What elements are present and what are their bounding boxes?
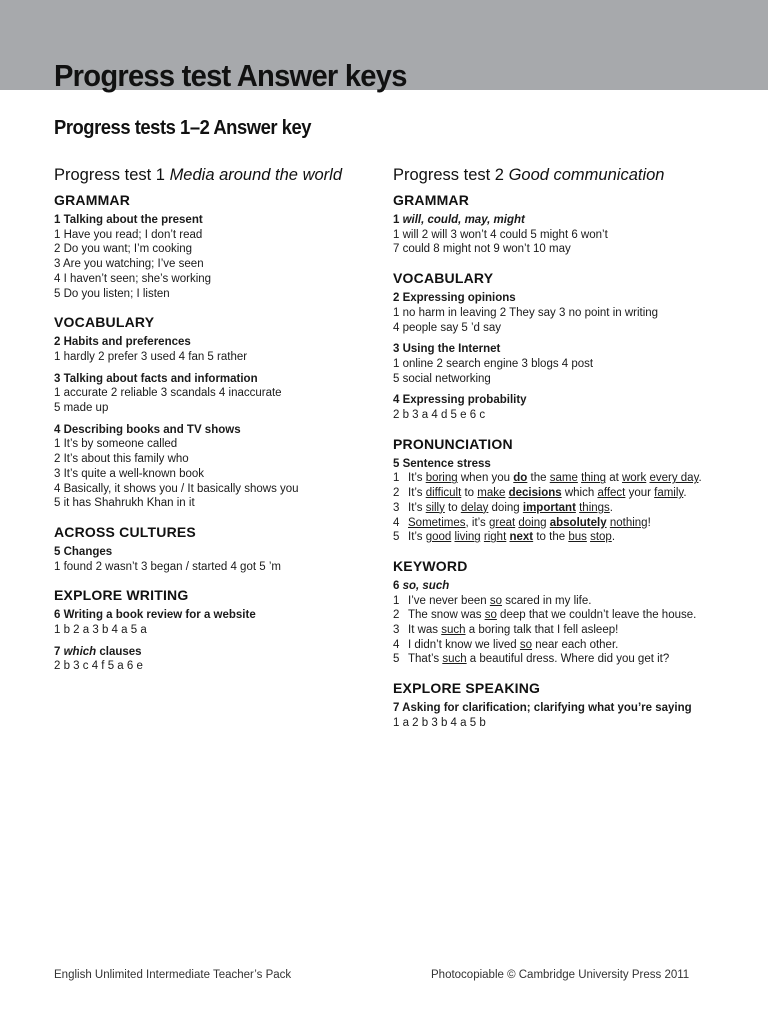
answer-line: 1 found 2 wasn’t 3 began / started 4 got 5 ’m bbox=[54, 560, 281, 573]
item-text: to bbox=[444, 501, 461, 514]
stressed-word: living bbox=[454, 531, 481, 544]
item-text: It’s bbox=[408, 487, 426, 500]
right-ex1-title bbox=[393, 213, 723, 228]
item-number: 4 bbox=[393, 638, 400, 651]
answer-line: 7 could 8 might not 9 won’t 10 may bbox=[393, 243, 571, 256]
stressed-word: so bbox=[519, 638, 533, 651]
stressed-word: things bbox=[579, 501, 610, 514]
left-writing-heading: EXPLORE WRITING bbox=[54, 587, 189, 604]
stressed-word: work bbox=[621, 472, 647, 485]
item-number: 1 bbox=[393, 472, 400, 485]
item-number: 5 bbox=[393, 653, 400, 666]
item-text: It’s bbox=[408, 531, 426, 544]
answer-line: 1 It’s by someone called bbox=[54, 438, 178, 451]
stressed-word: difficult bbox=[425, 487, 462, 500]
left-column bbox=[54, 167, 354, 674]
left-ex1-title: 1 Talking about the present bbox=[54, 214, 203, 226]
left-ex4-title: 4 Describing books and TV shows bbox=[54, 423, 241, 436]
answer-line: 2 b 3 c 4 f 5 a 6 e bbox=[54, 660, 143, 673]
ex7-number: 7 bbox=[54, 645, 64, 658]
stressed-word: stop bbox=[590, 531, 612, 544]
pronunciation-list bbox=[393, 471, 723, 545]
ex1-keywords: will, could, may, might bbox=[402, 214, 525, 226]
ex7-rest: clauses bbox=[96, 645, 142, 658]
stressed-word: important bbox=[522, 501, 576, 514]
stressed-word: boring bbox=[425, 472, 458, 485]
ex6-keywords: so, such bbox=[402, 579, 450, 592]
list-item bbox=[393, 594, 723, 609]
left-ex3-title: 3 Talking about facts and information bbox=[54, 372, 258, 385]
stressed-word: next bbox=[509, 531, 534, 544]
answer-line: 5 made up bbox=[54, 402, 109, 415]
item-text: That’s bbox=[408, 653, 443, 666]
right-vocabulary-heading: VOCABULARY bbox=[393, 270, 494, 287]
stressed-word: bus bbox=[568, 531, 587, 544]
answer-line: 1 b 2 a 3 b 4 a 5 a bbox=[54, 624, 147, 637]
item-text: , it’s bbox=[465, 516, 489, 529]
item-text: deep that we couldn’t leave the house. bbox=[496, 609, 697, 622]
stressed-word: do bbox=[513, 472, 528, 485]
answer-line: 5 it has Shahrukh Khan in it bbox=[54, 497, 195, 510]
ex6-number: 6 bbox=[393, 579, 403, 592]
answer-line: 1 hardly 2 prefer 3 used 4 fan 5 rather bbox=[54, 350, 248, 363]
item-number: 2 bbox=[393, 487, 400, 500]
item-text: The snow was bbox=[408, 609, 485, 622]
stressed-word: family bbox=[654, 487, 684, 500]
stressed-word: great bbox=[488, 516, 516, 529]
answer-line: 2 b 3 a 4 d 5 e 6 c bbox=[393, 409, 486, 422]
left-ex1-answers bbox=[54, 228, 354, 302]
item-text: to bbox=[461, 487, 478, 500]
answer-line: 1 no harm in leaving 2 They say 3 no point in writing bbox=[393, 306, 659, 319]
item-text: . bbox=[683, 487, 687, 500]
stressed-word: Sometimes bbox=[408, 516, 466, 529]
stressed-word: good bbox=[425, 531, 452, 544]
stressed-word: same bbox=[549, 472, 578, 485]
answer-line: 4 Basically, it shows you / It basically shows you bbox=[54, 482, 299, 495]
right-pronunciation-heading: PRONUNCIATION bbox=[393, 435, 513, 452]
answer-line: 4 I haven’t seen; she’s working bbox=[54, 272, 212, 285]
stressed-word: doing bbox=[518, 516, 547, 529]
test-2-prefix: Progress test 2 bbox=[393, 166, 509, 184]
page-title: Progress test Answer keys bbox=[54, 58, 407, 93]
test-1-name: Media around the world bbox=[169, 166, 342, 184]
item-text: when you bbox=[457, 472, 514, 485]
item-text: the bbox=[527, 472, 550, 485]
test-2-title bbox=[393, 167, 723, 184]
item-text: I’ve never been bbox=[408, 594, 490, 607]
answer-line: 5 Do you listen; I listen bbox=[54, 287, 170, 300]
left-ex6-title: 6 Writing a book review for a website bbox=[54, 609, 256, 622]
list-item bbox=[393, 486, 723, 501]
item-text: . bbox=[698, 472, 702, 485]
answer-line: 3 It’s quite a well-known book bbox=[54, 467, 205, 480]
item-text: . bbox=[609, 501, 613, 514]
answer-line: 2 Do you want; I’m cooking bbox=[54, 243, 193, 256]
stressed-word: decisions bbox=[508, 487, 562, 500]
left-grammar-heading: GRAMMAR bbox=[54, 192, 131, 208]
test-1-prefix: Progress test 1 bbox=[54, 166, 170, 184]
stressed-word: thing bbox=[581, 472, 606, 485]
list-item bbox=[393, 501, 723, 516]
test-1-title bbox=[54, 167, 354, 184]
ex1-number: 1 bbox=[393, 214, 403, 226]
item-number: 5 bbox=[393, 531, 400, 544]
stressed-word: nothing bbox=[609, 516, 648, 529]
list-item bbox=[393, 516, 723, 531]
answer-line: 3 Are you watching; I’ve seen bbox=[54, 258, 204, 271]
item-text: It’s bbox=[408, 472, 426, 485]
item-text: to the bbox=[533, 531, 569, 544]
item-text: It’s bbox=[408, 501, 426, 514]
right-ex6-title bbox=[393, 579, 723, 594]
left-ex7-title bbox=[54, 645, 354, 660]
left-vocabulary-heading: VOCABULARY bbox=[54, 314, 155, 331]
item-text: a boring talk that I fell asleep! bbox=[465, 624, 619, 637]
right-ex4-title: 4 Expressing probability bbox=[393, 394, 527, 407]
right-ex5-title: 5 Sentence stress bbox=[393, 457, 491, 470]
right-ex7-title: 7 Asking for clarification; clarifying what you’re saying bbox=[393, 702, 692, 715]
item-text: your bbox=[625, 487, 655, 500]
test-2-name: Good communication bbox=[508, 166, 665, 184]
answer-line: 2 It’s about this family who bbox=[54, 453, 189, 466]
stressed-word: every day bbox=[649, 472, 699, 485]
list-item bbox=[393, 652, 723, 667]
item-text: It was bbox=[408, 624, 442, 637]
item-number: 4 bbox=[393, 516, 400, 529]
stressed-word: silly bbox=[425, 501, 445, 514]
stressed-word: such bbox=[442, 653, 467, 666]
page-subtitle: Progress tests 1–2 Answer key bbox=[54, 117, 312, 139]
item-number: 1 bbox=[393, 594, 400, 607]
answer-line: 1 will 2 will 3 won’t 4 could 5 might 6 won’t bbox=[393, 228, 608, 241]
item-text: scared in my life. bbox=[502, 594, 592, 607]
list-item bbox=[393, 608, 723, 623]
left-ex5-title: 5 Changes bbox=[54, 545, 113, 558]
answer-line: 1 a 2 b 3 b 4 a 5 b bbox=[393, 716, 486, 729]
item-number: 3 bbox=[393, 624, 400, 637]
list-item bbox=[393, 638, 723, 653]
stressed-word: so bbox=[489, 594, 502, 607]
list-item bbox=[393, 623, 723, 638]
list-item bbox=[393, 471, 723, 486]
item-text: ! bbox=[647, 516, 651, 529]
right-ex3-title: 3 Using the Internet bbox=[393, 343, 501, 356]
item-number: 3 bbox=[393, 501, 400, 514]
stressed-word: delay bbox=[460, 501, 489, 514]
item-text: which bbox=[561, 487, 598, 500]
keyword-list bbox=[393, 594, 723, 668]
footer-left: English Unlimited Intermediate Teacher’s Pack bbox=[54, 969, 292, 981]
stressed-word: so bbox=[484, 609, 497, 622]
item-text: . bbox=[611, 531, 616, 544]
left-ex2-title: 2 Habits and preferences bbox=[54, 336, 191, 349]
stressed-word: affect bbox=[597, 487, 626, 500]
right-ex2-title: 2 Expressing opinions bbox=[393, 292, 516, 305]
stressed-word: absolutely bbox=[549, 516, 607, 529]
right-keyword-heading: KEYWORD bbox=[393, 557, 468, 574]
item-text: I didn’t know we lived bbox=[408, 638, 520, 651]
stressed-word: make bbox=[477, 487, 506, 500]
footer-right: Photocopiable © Cambridge University Press 2011 bbox=[431, 969, 690, 981]
right-grammar-heading: GRAMMAR bbox=[393, 192, 470, 208]
stressed-word: right bbox=[483, 531, 507, 544]
answer-line: 1 accurate 2 reliable 3 scandals 4 inaccurate bbox=[54, 387, 282, 400]
answer-line: 5 social networking bbox=[393, 372, 491, 385]
item-text: a beautiful dress. Where did you get it? bbox=[466, 653, 670, 666]
stressed-word: such bbox=[441, 624, 466, 637]
answer-line: 1 online 2 search engine 3 blogs 4 post bbox=[393, 357, 594, 370]
answer-line: 1 Have you read; I don’t read bbox=[54, 228, 203, 241]
item-text: doing bbox=[488, 501, 523, 514]
ex7-keyword: which bbox=[63, 645, 97, 658]
item-text: near each other. bbox=[532, 638, 619, 651]
right-column bbox=[393, 167, 723, 731]
item-number: 2 bbox=[393, 609, 400, 622]
item-text: at bbox=[606, 472, 622, 485]
list-item bbox=[393, 530, 723, 545]
right-speaking-heading: EXPLORE SPEAKING bbox=[393, 680, 541, 697]
left-cultures-heading: ACROSS CULTURES bbox=[54, 523, 196, 540]
answer-line: 4 people say 5 ’d say bbox=[393, 321, 502, 334]
